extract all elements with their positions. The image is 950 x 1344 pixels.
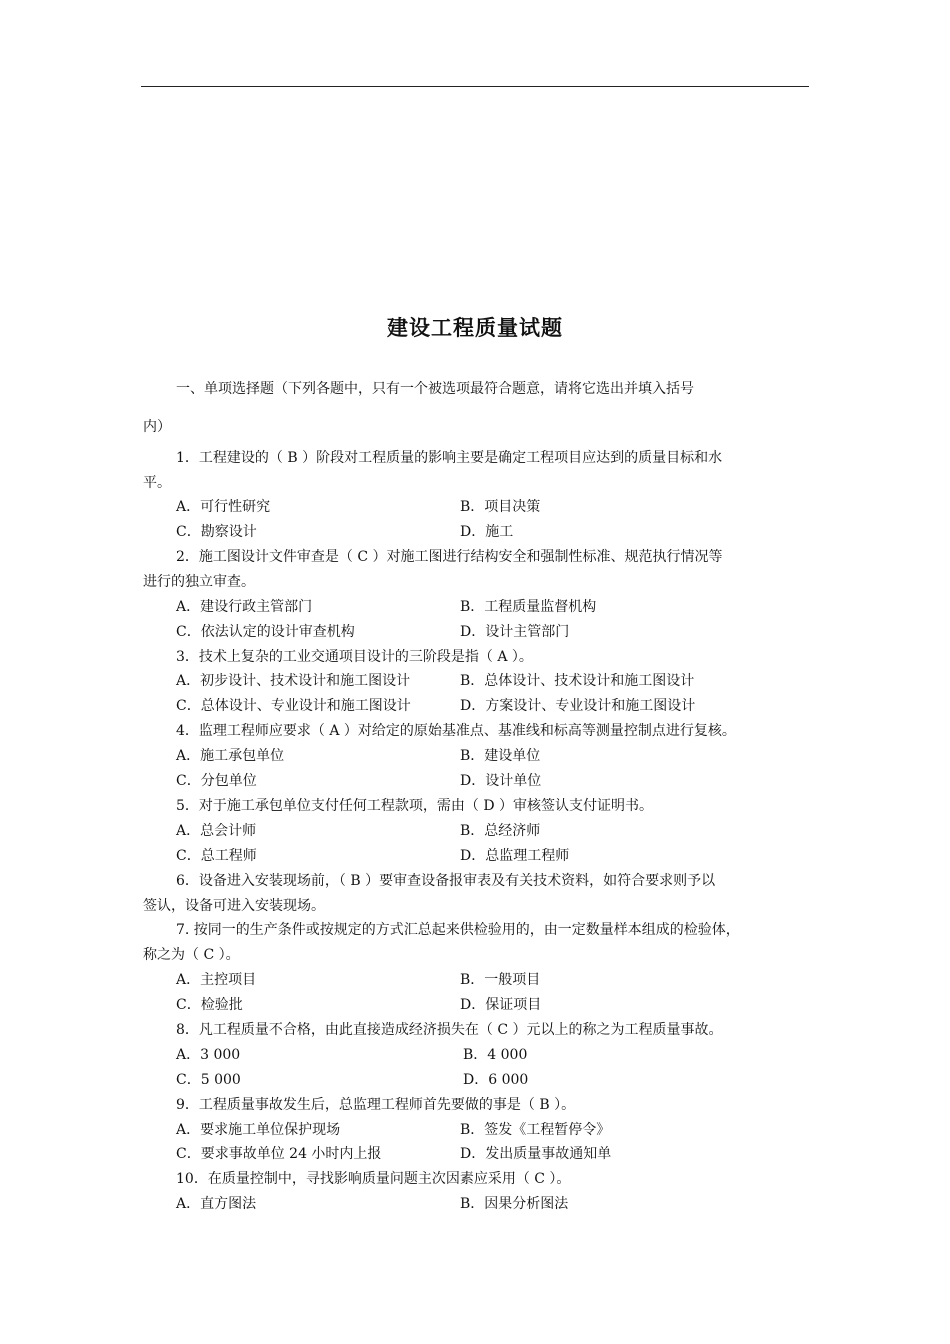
- q5-option-b: B．总经济师: [460, 823, 541, 839]
- q3-option-b: B．总体设计、技术设计和施工图设计: [460, 673, 695, 689]
- q5-option-a: A．总会计师: [176, 823, 257, 839]
- document-title: 建设工程质量试题: [387, 316, 563, 340]
- q1-option-b: B．项目决策: [460, 499, 541, 515]
- q2-option-c: C．依法认定的设计审查机构: [176, 624, 355, 640]
- question-2-cont: 进行的独立审查。: [143, 574, 255, 590]
- q2-option-a: A．建设行政主管部门: [176, 599, 313, 615]
- question-9: 9．工程质量事故发生后，总监理工程师首先要做的事是（ B ）。: [176, 1097, 576, 1113]
- question-4: 4．监理工程师应要求（ A ）对给定的原始基准点、基准线和标高等测量控制点进行复核。: [176, 723, 736, 739]
- q4-option-b: B．建设单位: [460, 748, 541, 764]
- question-6-cont: 签认，设备可进入安装现场。: [143, 898, 325, 914]
- q9-option-d: D．发出质量事故通知单: [460, 1146, 612, 1162]
- question-7-cont: 称之为（ C ）。: [143, 947, 240, 963]
- question-2: 2．施工图设计文件审查是（ C ）对施工图进行结构安全和强制性标准、规范执行情况等: [176, 549, 723, 565]
- q5-option-c: C．总工程师: [176, 848, 257, 864]
- question-1: 1．工程建设的（ B ）阶段对工程质量的影响主要是确定工程项目应达到的质量目标和水: [176, 450, 723, 466]
- q8-option-a: A．3 000: [176, 1047, 241, 1063]
- q1-option-c: C．勘察设计: [176, 524, 257, 540]
- q4-option-c: C．分包单位: [176, 773, 257, 789]
- q9-option-c: C．要求事故单位 24 小时内上报: [176, 1146, 382, 1162]
- question-5: 5．对于施工承包单位支付任何工程款项，需由（ D ）审核签认支付证明书。: [176, 798, 654, 814]
- question-6: 6．设备进入安装现场前，（ B ）要审查设备报审表及有关技术资料，如符合要求则予以: [176, 873, 716, 889]
- q4-option-a: A．施工承包单位: [176, 748, 285, 764]
- q7-option-c: C．检验批: [176, 997, 243, 1013]
- question-1-cont: 平。: [143, 475, 171, 491]
- q1-option-a: A．可行性研究: [176, 499, 271, 515]
- q7-option-b: B．一般项目: [460, 972, 541, 988]
- q9-option-b: B．签发《工程暂停令》: [460, 1122, 611, 1138]
- q3-option-c: C．总体设计、专业设计和施工图设计: [176, 698, 411, 714]
- q3-option-d: D．方案设计、专业设计和施工图设计: [460, 698, 696, 714]
- q3-option-a: A．初步设计、技术设计和施工图设计: [176, 673, 411, 689]
- q7-option-a: A．主控项目: [176, 972, 257, 988]
- header-rule: [141, 86, 809, 87]
- q4-option-d: D．设计单位: [460, 773, 542, 789]
- q10-option-a: A．直方图法: [176, 1196, 257, 1212]
- q8-option-b: B．4 000: [463, 1047, 528, 1063]
- q8-option-d: D．6 000: [463, 1072, 529, 1088]
- q9-option-a: A．要求施工单位保护现场: [176, 1122, 341, 1138]
- section-heading-cont: 内）: [143, 419, 171, 435]
- q7-option-d: D．保证项目: [460, 997, 542, 1013]
- q2-option-d: D．设计主管部门: [460, 624, 570, 640]
- question-10: 10．在质量控制中，寻找影响质量问题主次因素应采用（ C ）。: [176, 1171, 571, 1187]
- q10-option-b: B．因果分析图法: [460, 1196, 569, 1212]
- q8-option-c: C．5 000: [176, 1072, 241, 1088]
- q5-option-d: D．总监理工程师: [460, 848, 570, 864]
- q1-option-d: D．施工: [460, 524, 514, 540]
- question-8: 8．凡工程质量不合格，由此直接造成经济损失在（ C ）元以上的称之为工程质量事故。: [176, 1022, 723, 1038]
- question-3: 3．技术上复杂的工业交通项目设计的三阶段是指（ A ）。: [176, 649, 533, 665]
- section-heading: 一、单项选择题（下列各题中，只有一个被选项最符合题意，请将它选出并填入括号: [176, 381, 694, 397]
- q2-option-b: B．工程质量监督机构: [460, 599, 597, 615]
- question-7: 7. 按同一的生产条件或按规定的方式汇总起来供检验用的，由一定数量样本组成的检验体，: [176, 922, 740, 938]
